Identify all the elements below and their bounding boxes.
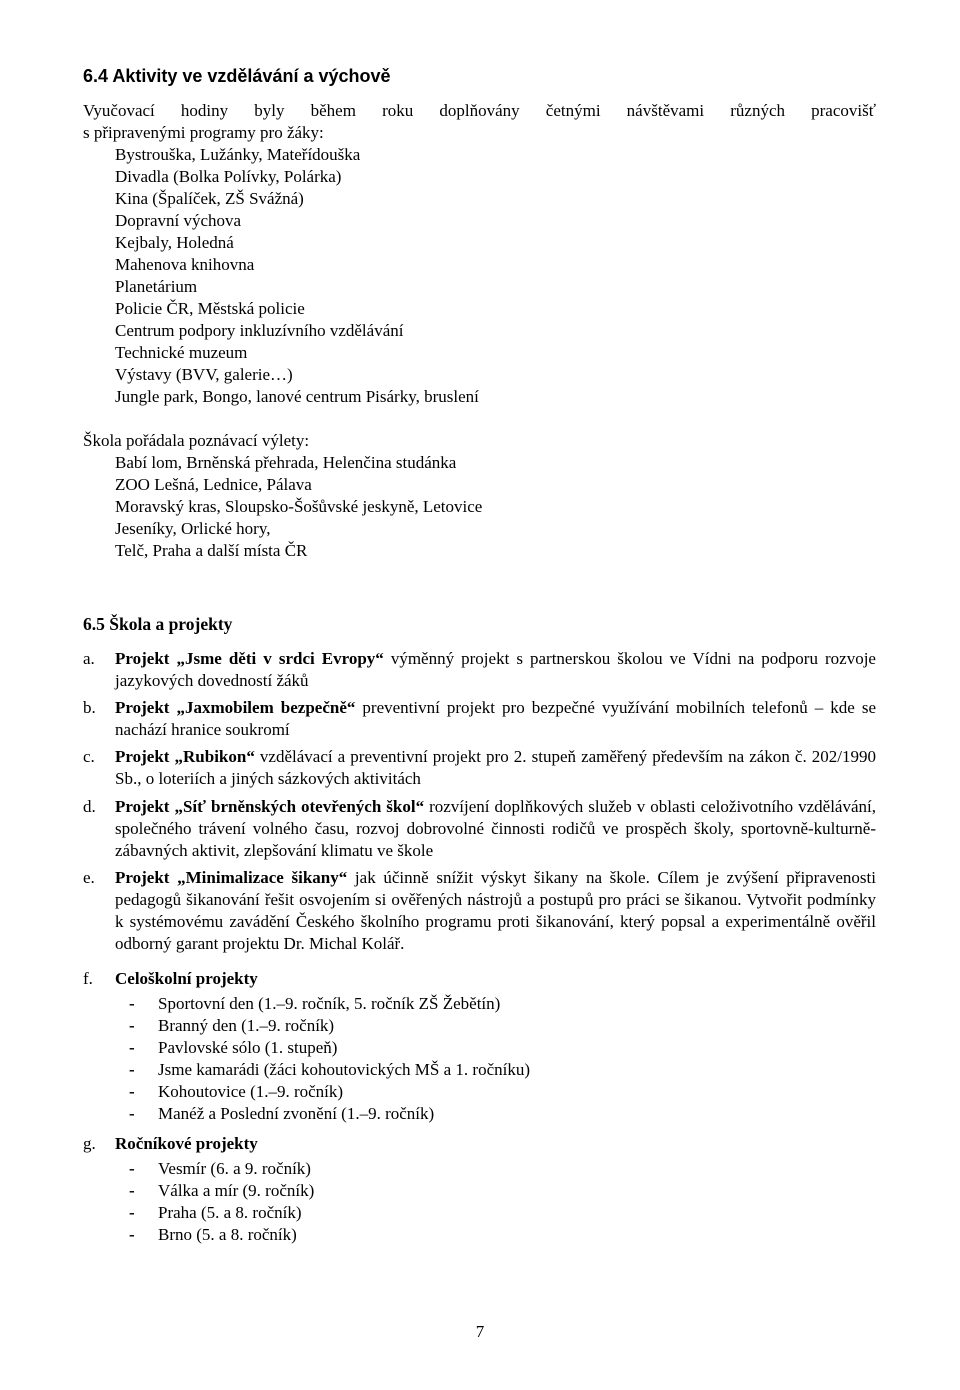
trips-heading: Škola pořádala poznávací výlety: — [83, 431, 310, 450]
list-item-text: Pavlovské sólo (1. stupeň) — [158, 1038, 338, 1057]
project-name: Projekt „Minimalizace šikany“ — [115, 868, 348, 887]
list-item — [129, 1059, 530, 1081]
list-item — [129, 1037, 337, 1059]
project-name: Projekt „Jaxmobilem bezpečně“ — [115, 698, 356, 717]
list-item — [129, 1015, 334, 1037]
list-item-text: Válka a mír (9. ročník) — [158, 1181, 315, 1200]
project-label: c. — [83, 747, 95, 766]
list-item-text: Kohoutovice (1.–9. ročník) — [158, 1082, 344, 1101]
bullet-dash: - — [129, 1203, 135, 1222]
place-item: Centrum podpory inkluzívního vzdělávání — [115, 321, 404, 340]
project-item-d — [83, 796, 876, 862]
bullet-dash: - — [129, 1225, 135, 1244]
project-description: jak účinně snížit výskyt šikany na škole. Cílem je zvýšení připravenosti pedagogů šikanování řešit osvojením si ověřených nástrojů a postupů pro práci se šikanou. Vytvořit podmínky k systémovému zavádění Českého školního programu proti šikanování, který popsal a experimentálně ověřil odborný garant projektu Dr. Michal Kolář. — [115, 868, 876, 953]
page-number: 7 — [475, 1322, 485, 1341]
place-item: Planetárium — [115, 277, 198, 296]
list-item-text: Praha (5. a 8. ročník) — [158, 1203, 302, 1222]
place-item: Mahenova knihovna — [115, 255, 255, 274]
bullet-dash: - — [129, 994, 135, 1013]
project-description: vzdělávací a preventivní projekt pro 2. stupeň zaměřený především na zákon č. 202/1990 Sb., o loteriích a jiných sázkových aktivitách — [115, 747, 876, 788]
project-name: Projekt „Jsme děti v srdci Evropy“ — [115, 649, 384, 668]
project-label: g. — [83, 1134, 96, 1153]
subsection-title: Ročníkové projekty — [115, 1134, 258, 1153]
project-label: f. — [83, 969, 93, 988]
project-label: d. — [83, 797, 96, 816]
list-item — [129, 1202, 302, 1224]
place-item: Kejbaly, Holedná — [115, 233, 234, 252]
intro-line-1: Vyučovací hodiny byly během roku doplňovány četnými návštěvami různých pracovišť — [83, 101, 876, 120]
intro-line-2: s připravenými programy pro žáky: — [83, 123, 324, 142]
project-item-b — [83, 697, 876, 741]
place-item: Divadla (Bolka Polívky, Polárka) — [115, 167, 342, 186]
project-item-e — [83, 867, 876, 955]
list-item-text: Jsme kamarádi (žáci kohoutovických MŠ a 1. ročníku) — [158, 1060, 531, 1079]
list-item-text: Vesmír (6. a 9. ročník) — [158, 1159, 311, 1178]
trip-item: Telč, Praha a další místa ČR — [115, 541, 308, 560]
subsection-title: Celoškolní projekty — [115, 969, 258, 988]
list-item — [129, 1158, 311, 1180]
place-item: Dopravní výchova — [115, 211, 242, 230]
project-label: a. — [83, 649, 95, 668]
list-item — [129, 1103, 434, 1125]
bullet-dash: - — [129, 1016, 135, 1035]
list-item-text: Manéž a Poslední zvonění (1.–9. ročník) — [158, 1104, 435, 1123]
place-item: Výstavy (BVV, galerie…) — [115, 365, 293, 384]
whole-school-projects-heading — [83, 968, 258, 991]
place-item: Kina (Špalíček, ZŠ Svážná) — [115, 189, 304, 208]
place-item: Jungle park, Bongo, lanové centrum Pisárky, bruslení — [115, 387, 479, 406]
bullet-dash: - — [129, 1082, 135, 1101]
project-name: Projekt „Síť brněnských otevřených škol“ — [115, 797, 425, 816]
list-item-text: Sportovní den (1.–9. ročník, 5. ročník ZŠ Žebětín) — [158, 994, 501, 1013]
project-item-a — [83, 648, 876, 692]
place-item: Bystrouška, Lužánky, Mateřídouška — [115, 145, 361, 164]
place-item: Policie ČR, Městská policie — [115, 299, 305, 318]
project-description: výměnný projekt s partnerskou školou ve Vídni na podporu rozvoje jazykových dovedností žáků — [115, 649, 876, 690]
trip-item: Babí lom, Brněnská přehrada, Helenčina studánka — [115, 453, 457, 472]
trip-item: ZOO Lešná, Lednice, Pálava — [115, 475, 312, 494]
project-name: Projekt „Rubikon“ — [115, 747, 255, 766]
list-item — [129, 993, 500, 1015]
project-item-c — [83, 746, 876, 790]
trip-item: Moravský kras, Sloupsko-Šošůvské jeskyně, Letovice — [115, 497, 483, 516]
grade-projects-heading — [83, 1133, 258, 1156]
section-6-4-heading: 6.4 Aktivity ve vzdělávání a výchově — [83, 66, 391, 86]
project-description: preventivní projekt pro bezpečné využívání mobilních telefonů – kde se nachází hranice soukromí — [115, 698, 877, 739]
list-item — [129, 1224, 297, 1246]
project-label: b. — [83, 698, 96, 717]
section-6-5-heading: 6.5 Škola a projekty — [83, 614, 233, 634]
trip-item: Jeseníky, Orlické hory, — [115, 519, 271, 538]
bullet-dash: - — [129, 1159, 135, 1178]
list-item-text: Branný den (1.–9. ročník) — [158, 1016, 335, 1035]
list-item-text: Brno (5. a 8. ročník) — [158, 1225, 297, 1244]
bullet-dash: - — [129, 1038, 135, 1057]
project-description: rozvíjení doplňkových služeb v oblasti celoživotního vzdělávání, společného trávení volného času, rozvoj dobrovolné činnosti rodičů ve prospěch školy, sportovně-kulturně-zábavných aktivit, zlepšování klimatu ve škole — [115, 797, 877, 860]
project-label: e. — [83, 868, 95, 887]
place-item: Technické muzeum — [115, 343, 248, 362]
list-item — [129, 1081, 343, 1103]
bullet-dash: - — [129, 1104, 135, 1123]
bullet-dash: - — [129, 1181, 135, 1200]
bullet-dash: - — [129, 1060, 135, 1079]
list-item — [129, 1180, 314, 1202]
